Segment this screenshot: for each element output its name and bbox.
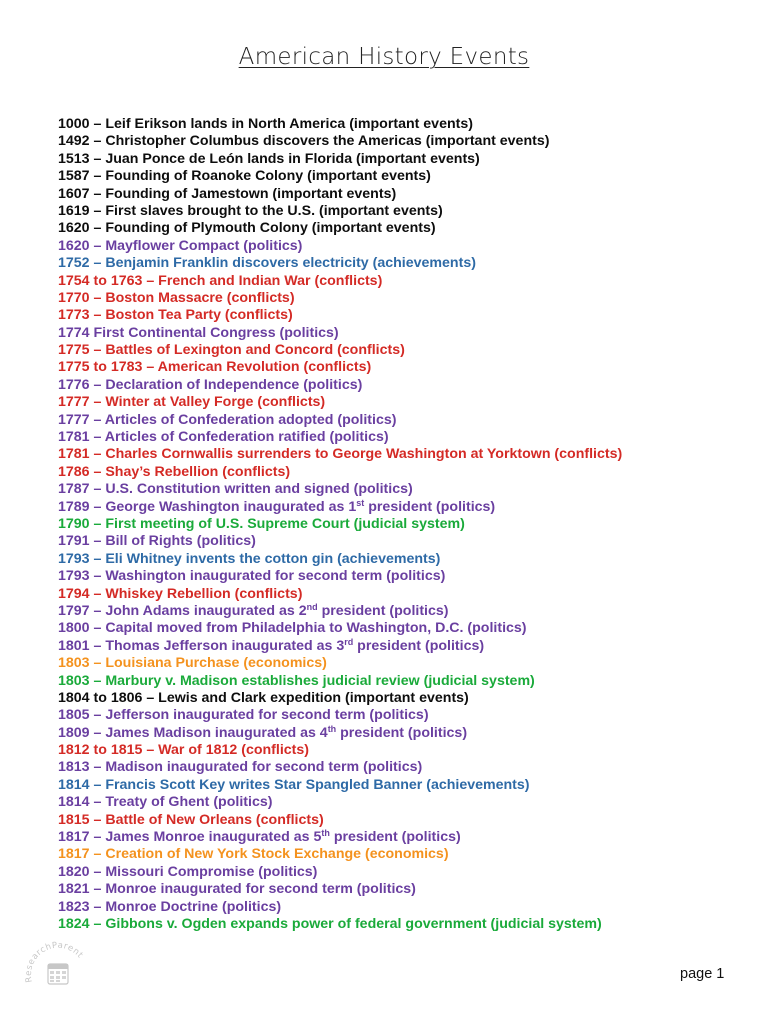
event-item: 1793 – Washington inaugurated for second term (politics) xyxy=(58,568,446,585)
event-text: president (politics) xyxy=(336,724,468,741)
events-list xyxy=(58,116,748,933)
event-item: 1777 – Articles of Confederation adopted (politics) xyxy=(58,411,397,428)
event-item: 1790 – First meeting of U.S. Supreme Court (judicial system) xyxy=(58,515,465,532)
event-item: 1776 – Declaration of Independence (politics) xyxy=(58,376,363,393)
event-item: 1814 – Treaty of Ghent (politics) xyxy=(58,794,273,811)
ordinal-suffix: nd xyxy=(306,601,318,612)
event-text: president (politics) xyxy=(329,829,461,846)
event-text: 1809 – James Madison inaugurated as 4 xyxy=(58,724,328,741)
event-item: 1513 – Juan Ponce de León lands in Florida (important events) xyxy=(58,150,480,167)
event-item: 1773 – Boston Tea Party (conflicts) xyxy=(58,307,293,324)
event-item: 1817 – Creation of New York Stock Exchange (economics) xyxy=(58,846,449,863)
event-item: 1821 – Monroe inaugurated for second term (politics) xyxy=(58,881,416,898)
watermark-logo xyxy=(24,938,92,1006)
event-item: 1793 – Eli Whitney invents the cotton gin (achievements) xyxy=(58,550,441,567)
event-item: 1786 – Shay’s Rebellion (conflicts) xyxy=(58,463,291,480)
event-item xyxy=(58,603,748,620)
event-item: 1620 – Founding of Plymouth Colony (important events) xyxy=(58,220,436,237)
event-item: 1823 – Monroe Doctrine (politics) xyxy=(58,898,282,915)
event-item: 1814 – Francis Scott Key writes Star Spangled Banner (achievements) xyxy=(58,776,530,793)
event-item: 1781 – Articles of Confederation ratified (politics) xyxy=(58,429,389,446)
event-item: 1777 – Winter at Valley Forge (conflicts) xyxy=(58,394,326,411)
event-text: president (politics) xyxy=(364,498,496,515)
event-item: 1774 First Continental Congress (politics) xyxy=(58,324,339,341)
ordinal-suffix: rd xyxy=(344,636,354,647)
event-item: 1803 – Louisiana Purchase (economics) xyxy=(58,655,327,672)
event-text: president (politics) xyxy=(353,637,485,654)
event-item xyxy=(58,499,748,516)
svg-text:ResearchParent: ResearchParent xyxy=(24,940,85,984)
event-item: 1754 to 1763 – French and Indian War (conflicts) xyxy=(58,272,383,289)
event-item: 1752 – Benjamin Franklin discovers electricity (achievements) xyxy=(58,255,476,272)
event-item: 1787 – U.S. Constitution written and signed (politics) xyxy=(58,481,413,498)
event-text: 1817 – James Monroe inaugurated as 5 xyxy=(58,829,322,846)
event-item: 1813 – Madison inaugurated for second term (politics) xyxy=(58,759,423,776)
event-item: 1620 – Mayflower Compact (politics) xyxy=(58,237,303,254)
event-text: 1789 – George Washington inaugurated as 1 xyxy=(58,498,357,515)
event-item: 1619 – First slaves brought to the U.S. (important events) xyxy=(58,202,443,219)
event-item: 1775 – Battles of Lexington and Concord (conflicts) xyxy=(58,342,405,359)
event-item xyxy=(58,829,748,846)
ordinal-suffix: st xyxy=(356,497,365,508)
event-item: 1000 – Leif Erikson lands in North America (important events) xyxy=(58,116,473,132)
event-item: 1607 – Founding of Jamestown (important events) xyxy=(58,185,397,202)
event-item: 1775 to 1783 – American Revolution (conflicts) xyxy=(58,359,372,376)
event-item: 1820 – Missouri Compromise (politics) xyxy=(58,863,318,880)
ordinal-suffix: th xyxy=(321,828,330,839)
event-item: 1781 – Charles Cornwallis surrenders to George Washington at Yorktown (conflicts) xyxy=(58,446,623,463)
event-text: 1797 – John Adams inaugurated as 2 xyxy=(58,602,307,619)
event-item: 1770 – Boston Massacre (conflicts) xyxy=(58,289,295,306)
page-title: American History Events xyxy=(238,44,530,70)
event-item: 1587 – Founding of Roanoke Colony (important events) xyxy=(58,168,431,185)
event-item: 1815 – Battle of New Orleans (conflicts) xyxy=(58,811,324,828)
event-item: 1812 to 1815 – War of 1812 (conflicts) xyxy=(58,742,310,759)
page-number: page 1 xyxy=(680,966,725,982)
event-item: 1800 – Capital moved from Philadelphia to Washington, D.C. (politics) xyxy=(58,620,527,637)
event-item: 1803 – Marbury v. Madison establishes judicial review (judicial system) xyxy=(58,672,535,689)
event-item: 1791 – Bill of Rights (politics) xyxy=(58,533,256,550)
event-item xyxy=(58,638,748,655)
event-item: 1804 to 1806 – Lewis and Clark expedition (important events) xyxy=(58,689,469,706)
event-item: 1824 – Gibbons v. Ogden expands power of federal government (judicial system) xyxy=(58,915,602,932)
event-item: 1805 – Jefferson inaugurated for second term (politics) xyxy=(58,707,429,724)
event-text: president (politics) xyxy=(317,602,449,619)
event-item: 1794 – Whiskey Rebellion (conflicts) xyxy=(58,585,303,602)
event-item xyxy=(58,725,748,742)
event-text: 1801 – Thomas Jefferson inaugurated as 3 xyxy=(58,637,345,654)
ordinal-suffix: th xyxy=(327,723,337,734)
event-item: 1492 – Christopher Columbus discovers the Americas (important events) xyxy=(58,133,550,150)
